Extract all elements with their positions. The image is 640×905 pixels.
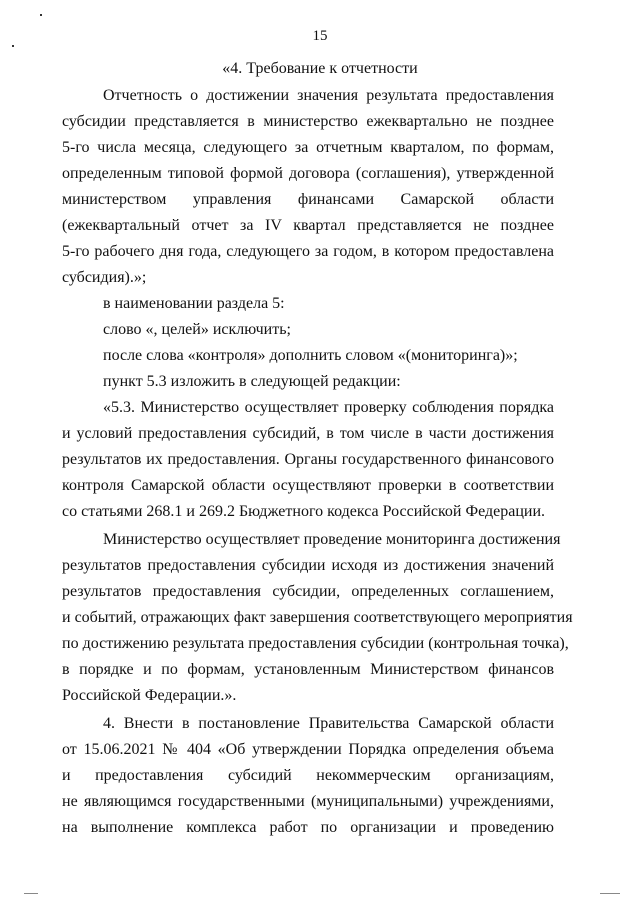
scan-speck <box>40 14 42 16</box>
page-number: 15 <box>312 28 328 44</box>
paragraph-line: и событий, отражающих факт завершения соответствующего мероприятия <box>62 609 573 626</box>
paragraph-line: в порядке и по формам, установленным Министерством финансов <box>62 661 554 678</box>
paragraph-line: контроля Самарской области осуществляют проверки в соответствии <box>62 477 554 494</box>
paragraph-line: в наименовании раздела 5: <box>103 295 285 312</box>
scan-speck <box>12 45 14 47</box>
paragraph-line: Министерство осуществляет проведение мониторинга достижения <box>103 531 561 548</box>
paragraph-line: (ежеквартальный отчет за IV квартал представляется не позднее <box>62 217 554 234</box>
section-heading: «4. Требование к отчетности <box>222 60 418 77</box>
paragraph-line: со статьями 268.1 и 269.2 Бюджетного кодекса Российской Федерации. <box>62 503 546 520</box>
paragraph-line: на выполнение комплекса работ по организации и проведению <box>62 819 554 836</box>
paragraph-line: и условий предоставления субсидий, в том числе в части достижения <box>62 425 554 442</box>
paragraph-line: пункт 5.3 изложить в следующей редакции: <box>103 373 401 390</box>
paragraph-line: 4. Внести в постановление Правительства Самарской области <box>103 715 554 732</box>
paragraph-line: министерством управления финансами Самарской области <box>62 191 554 208</box>
paragraph-line: 5-го рабочего дня года, следующего за годом, в котором предоставлена <box>62 243 554 260</box>
paragraph-line: «5.3. Министерство осуществляет проверку соблюдения порядка <box>103 399 554 416</box>
paragraph-line: Отчетность о достижении значения результата предоставления <box>103 87 554 104</box>
paragraph-line: субсидия).»; <box>62 269 147 286</box>
paragraph-line: не являющимся государственными (муниципальными) учреждениями, <box>62 793 554 810</box>
paragraph-line: 5-го числа месяца, следующего за отчетным кварталом, по формам, <box>62 139 554 156</box>
paragraph-line: результатов предоставления субсидии исходя из достижения значений <box>62 557 554 574</box>
paragraph-line: слово «, целей» исключить; <box>103 321 291 338</box>
scan-speck <box>600 893 620 894</box>
paragraph-line: Российской Федерации.». <box>62 687 237 704</box>
paragraph-line: и предоставления субсидий некоммерческим организациям, <box>62 767 554 784</box>
paragraph-line: по достижению результата предоставления субсидии (контрольная точка), <box>62 635 569 652</box>
paragraph-line: определенным типовой формой договора (соглашения), утвержденной <box>62 165 554 182</box>
paragraph-line: результатов их предоставления. Органы государственного финансового <box>62 451 554 468</box>
scan-speck <box>24 893 38 894</box>
paragraph-line: субсидии представляется в министерство ежеквартально не позднее <box>62 113 554 130</box>
paragraph-line: от 15.06.2021 № 404 «Об утверждении Порядка определения объема <box>62 741 554 758</box>
paragraph-line: результатов предоставления субсидии, определенных соглашением, <box>62 583 554 600</box>
paragraph-line: после слова «контроля» дополнить словом «(мониторинга)»; <box>103 347 518 364</box>
